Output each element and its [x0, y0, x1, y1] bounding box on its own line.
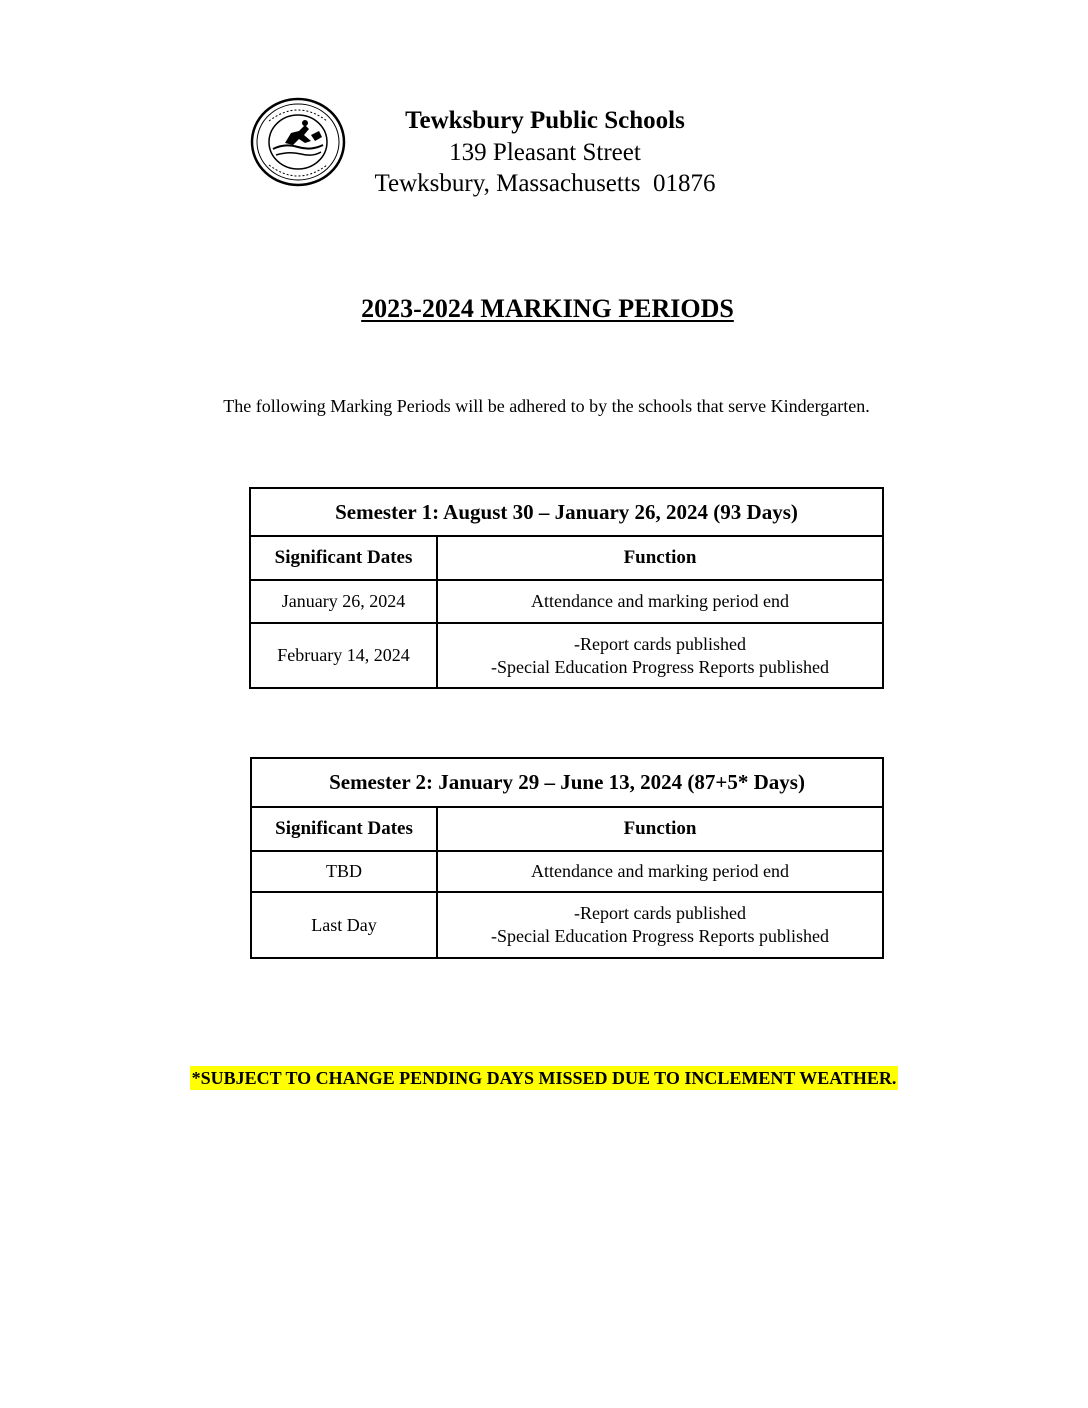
- function-cell: [437, 851, 883, 892]
- organization-name: Tewksbury Public Schools: [405, 107, 685, 134]
- column-header-function: Function: [437, 807, 883, 851]
- table-row: [251, 892, 883, 958]
- function-line: Attendance and marking period end: [531, 591, 789, 611]
- city-state-zip: Tewksbury, Massachusetts 01876: [374, 170, 716, 197]
- function-line: -Special Education Progress Reports published: [491, 926, 829, 946]
- semester-1-table: [249, 487, 884, 689]
- function-cell: [437, 580, 883, 623]
- column-header-function: Function: [437, 536, 883, 580]
- town-seal-icon: [249, 97, 347, 187]
- column-header-dates: Significant Dates: [250, 536, 437, 580]
- semester-title: Semester 1: August 30 – January 26, 2024 (93 Days): [250, 488, 883, 536]
- weather-note: *SUBJECT TO CHANGE PENDING DAYS MISSED DUE TO INCLEMENT WEATHER.: [191, 1068, 897, 1088]
- semester-2-table: [250, 757, 884, 959]
- intro-text: The following Marking Periods will be adhered to by the schools that serve Kindergarten.: [223, 396, 870, 416]
- date-cell: Last Day: [251, 892, 437, 958]
- function-cell: [437, 892, 883, 958]
- function-line: -Special Education Progress Reports published: [491, 656, 829, 677]
- date-cell: January 26, 2024: [250, 580, 437, 623]
- letterhead: [340, 104, 750, 199]
- function-line: Attendance and marking period end: [531, 861, 789, 881]
- function-line: -Report cards published: [574, 633, 746, 654]
- weather-note-container: [0, 1066, 1088, 1090]
- date-cell: February 14, 2024: [250, 623, 437, 688]
- function-line: -Report cards published: [574, 903, 746, 923]
- date-cell: TBD: [251, 851, 437, 892]
- semester-title: Semester 2: January 29 – June 13, 2024 (87+5* Days): [251, 758, 883, 807]
- column-header-dates: Significant Dates: [251, 807, 437, 851]
- table-row: [250, 580, 883, 623]
- function-cell: [437, 623, 883, 688]
- table-row: [250, 623, 883, 688]
- document-title: 2023-2024 MARKING PERIODS: [361, 294, 734, 323]
- street-address: 139 Pleasant Street: [449, 139, 641, 166]
- table-row: [251, 851, 883, 892]
